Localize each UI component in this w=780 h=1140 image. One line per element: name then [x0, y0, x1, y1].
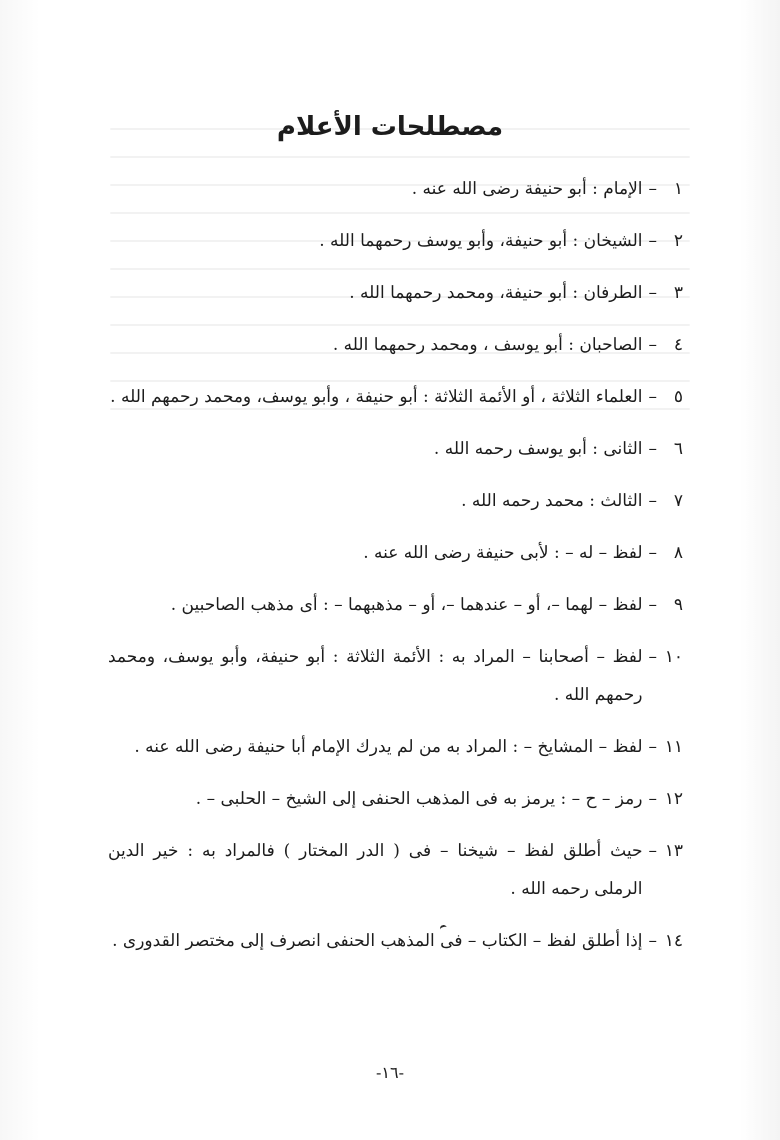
entry-text: الثانى : أبو يوسف رحمه الله . [433, 439, 643, 459]
entry-number: ٩ [673, 595, 683, 615]
list-item [108, 586, 683, 624]
entry-text: العلماء الثلاثة ، أو الأئمة الثلاثة : أبو حنيفة ، وأبو يوسف، ومحمد رحمهم الله . [110, 387, 643, 407]
entry-number: ١٤ [664, 931, 683, 951]
entry-dash: – [648, 231, 657, 251]
entry-text: حيث أطلق لفظ – شيخنا – فى ( الدر المختار ) فالمراد به : خير الدين الرملى رحمه الله . [108, 841, 643, 899]
entry-number: ١١ [664, 737, 683, 757]
entry-text: الإمام : أبو حنيفة رضى الله عنه . [411, 179, 643, 199]
entry-number: ٦ [673, 439, 683, 459]
entry-text: الصاحبان : أبو يوسف ، ومحمد رحمهما الله . [332, 335, 643, 355]
entry-dash: – [648, 179, 657, 199]
list-item [108, 728, 683, 766]
entry-dash: – [648, 595, 657, 615]
entry-dash: – [648, 841, 657, 861]
list-item [108, 482, 683, 520]
entry-dash: – [648, 789, 657, 809]
list-item [108, 430, 683, 468]
entry-dash: – [648, 491, 657, 511]
list-item [108, 638, 683, 714]
entry-dash: – [648, 931, 657, 951]
page-number: -١٦- [376, 1063, 404, 1082]
list-item [108, 534, 683, 572]
entry-dash: – [648, 543, 657, 563]
entry-text: لفظ – له – : لأبى حنيفة رضى الله عنه . [363, 543, 643, 563]
entry-text: لفظ – لهما –، أو – عندهما –، أو – مذهبهما – : أى مذهب الصاحبين . [170, 595, 643, 615]
list-item [108, 170, 683, 208]
entry-text: رمز – ح – : يرمز به فى المذهب الحنفى إلى الشيخ – الحلبى – . [195, 789, 643, 809]
entry-dash: – [648, 737, 657, 757]
entry-number: ١٠ [664, 647, 683, 667]
entry-number: ٣ [673, 283, 683, 303]
entry-text: الطرفان : أبو حنيفة، ومحمد رحمهما الله . [349, 283, 643, 303]
entry-number: ١٣ [664, 841, 683, 861]
entry-dash: – [648, 439, 657, 459]
terms-list [108, 170, 683, 974]
entry-dash: – [648, 647, 657, 667]
entry-number: ٨ [673, 543, 683, 563]
entry-text: إذا أطلق لفظ – الكتاب – فى المذهب الحنفى انصرف إلى مختصر القدورى . [112, 931, 643, 951]
list-item [108, 832, 683, 908]
page-title: مصطلحات الأعلام [276, 112, 504, 142]
entry-dash: – [648, 335, 657, 355]
entry-number: ٤ [673, 335, 683, 355]
list-item [108, 326, 683, 364]
entry-number: ٥ [673, 387, 683, 407]
entry-text: الثالث : محمد رحمه الله . [461, 491, 643, 511]
entry-text: لفظ – المشايخ – : المراد به من لم يدرك الإمام أبا حنيفة رضى الله عنه . [134, 737, 643, 757]
entry-number: ١٢ [664, 789, 683, 809]
list-item [108, 274, 683, 312]
list-item [108, 222, 683, 260]
entry-number: ١ [673, 179, 683, 199]
entry-number: ٢ [673, 231, 683, 251]
list-item [108, 780, 683, 818]
entry-text: لفظ – أصحابنا – المراد به : الأئمة الثلاثة : أبو حنيفة، وأبو يوسف، ومحمد رحمهم الله . [108, 647, 643, 705]
entry-dash: – [648, 283, 657, 303]
list-item [108, 922, 683, 960]
entry-text: الشيخان : أبو حنيفة، وأبو يوسف رحمهما الله . [319, 231, 643, 251]
entry-dash: – [648, 387, 657, 407]
entry-number: ٧ [673, 491, 683, 511]
list-item [108, 378, 683, 416]
